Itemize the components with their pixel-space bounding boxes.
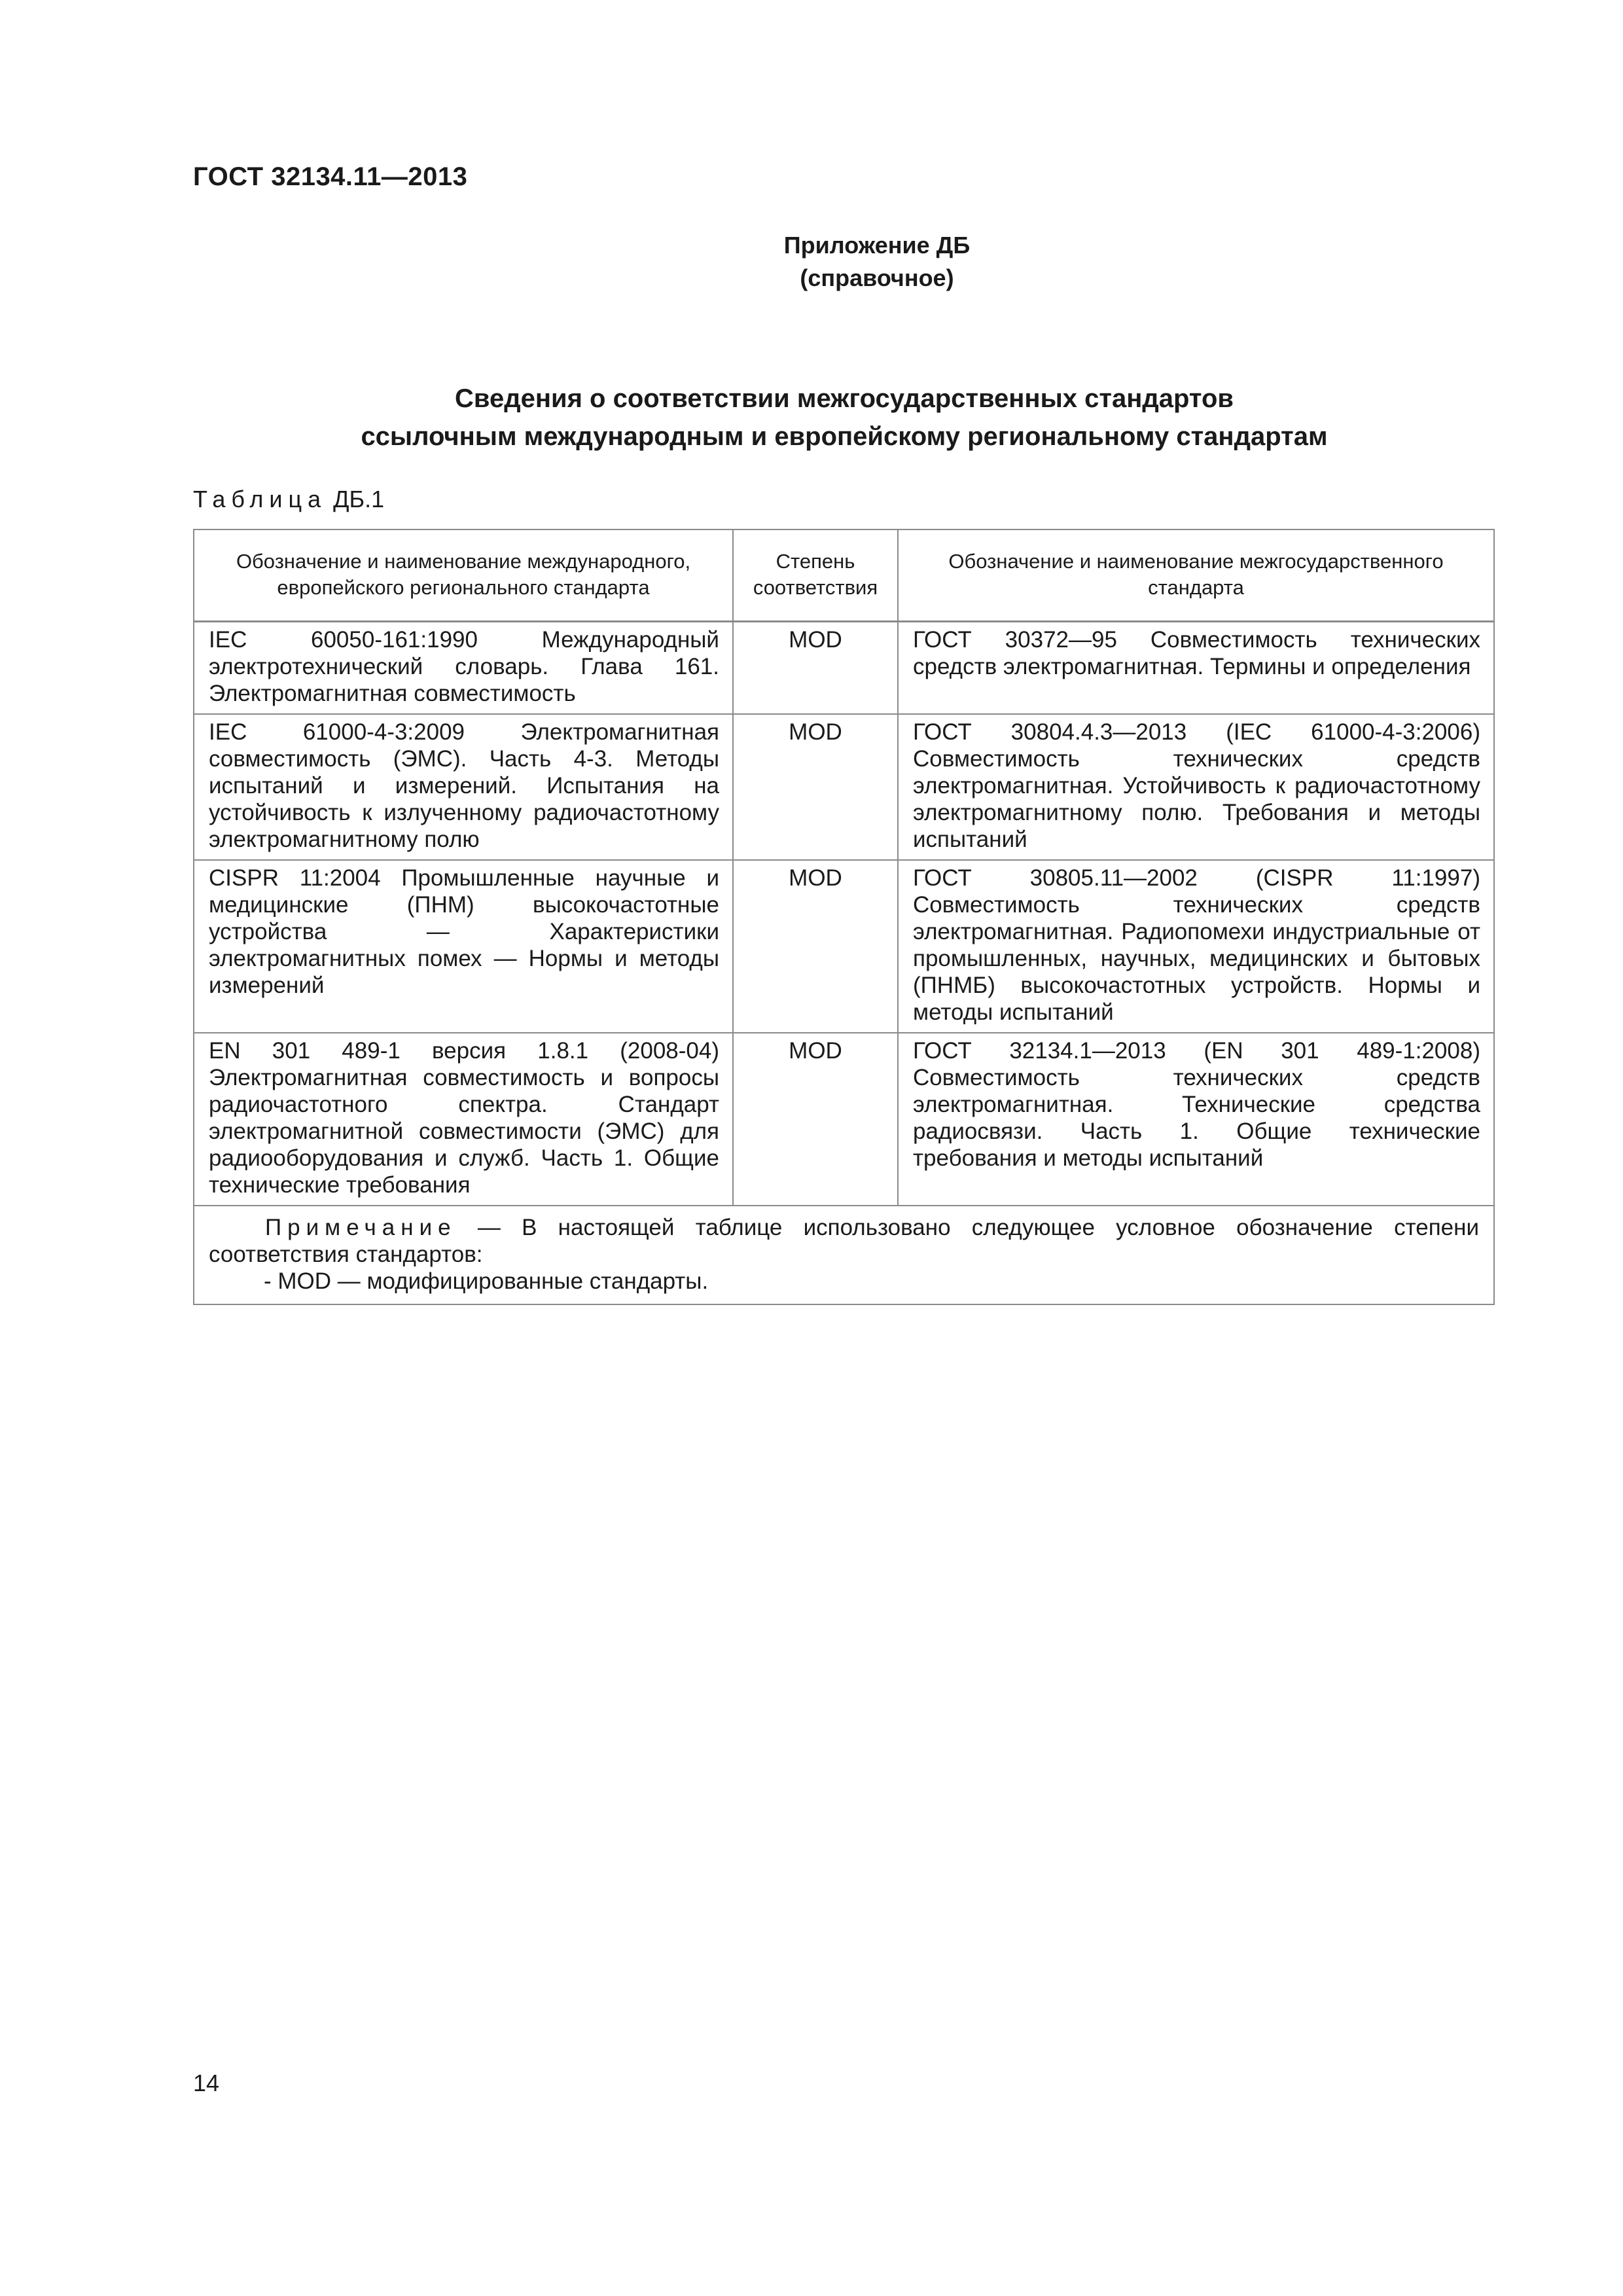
table-caption-word: Таблица xyxy=(193,486,327,512)
document-designation: ГОСТ 32134.11—2013 xyxy=(193,162,468,191)
page-number: 14 xyxy=(193,2070,220,2096)
table-caption xyxy=(193,486,384,513)
note-list-item: - MOD — модифицированные стандарты. xyxy=(264,1268,709,1294)
table-row xyxy=(194,1033,1494,1206)
table-header-row xyxy=(194,529,1494,622)
table-note xyxy=(194,1206,1494,1304)
degree-cell: MOD xyxy=(733,1033,898,1206)
note-text: — В настоящей таблице использовано следующее условное обозначение степени соответствия стандартов: xyxy=(209,1215,1479,1267)
interstate-standard-cell: ГОСТ 30372—95 Совместимость технических средств электромагнитная. Термины и определения xyxy=(898,622,1494,715)
note-label: Примечание xyxy=(265,1215,457,1240)
table-row xyxy=(194,714,1494,860)
interstate-standard-cell: ГОСТ 30804.4.3—2013 (IEC 61000-4-3:2006) Совместимость технических средств электромагнитная. Устойчивость к радиочастотному электромагнитному полю. Требования и методы испытаний xyxy=(898,714,1494,860)
column-header-international: Обозначение и наименование международного, европейского регионального стандарта xyxy=(194,529,733,622)
international-standard-cell: IEC 61000-4-3:2009 Электромагнитная совместимость (ЭМС). Часть 4-3. Методы испытаний и измерений. Испытания на устойчивость к излученному радиочастотному электромагнитному полю xyxy=(194,714,733,860)
table-caption-number: ДБ.1 xyxy=(333,486,385,512)
degree-cell: MOD xyxy=(733,622,898,715)
page-title xyxy=(196,380,1492,456)
international-standard-cell: CISPR 11:2004 Промышленные научные и медицинские (ПНМ) высокочастотные устройства — Характеристики электромагнитных помех — Нормы и методы измерений xyxy=(194,860,733,1033)
interstate-standard-cell: ГОСТ 30805.11—2002 (CISPR 11:1997) Совместимость технических средств электромагнитная. Радиопомехи индустриальные от промышленных, научных, медицинских и бытовых (ПНМБ) высокочастотных устройств. Нормы и методы испытаний xyxy=(898,860,1494,1033)
appendix-heading xyxy=(681,229,1073,295)
table-note-row xyxy=(194,1206,1494,1304)
table-row xyxy=(194,860,1494,1033)
standards-correspondence-table xyxy=(193,529,1495,1305)
note-body xyxy=(209,1214,1479,1268)
international-standard-cell: IEC 60050-161:1990 Международный электротехнический словарь. Глава 161. Электромагнитная совместимость xyxy=(194,622,733,715)
appendix-kind: (справочное) xyxy=(800,264,954,291)
appendix-label: Приложение ДБ xyxy=(783,232,971,259)
title-line-1: Сведения о соответствии межгосударственных стандартов xyxy=(455,384,1234,413)
degree-cell: MOD xyxy=(733,860,898,1033)
table-row xyxy=(194,622,1494,715)
international-standard-cell: EN 301 489-1 версия 1.8.1 (2008-04) Электромагнитная совместимость и вопросы радиочастотного спектра. Стандарт электромагнитной совместимости (ЭМС) для радиооборудования и служб. Часть 1. Общие технические требования xyxy=(194,1033,733,1206)
column-header-degree: Степень соответствия xyxy=(733,529,898,622)
interstate-standard-cell: ГОСТ 32134.1—2013 (EN 301 489-1:2008) Совместимость технических средств электромагнитная. Технические средства радиосвязи. Часть 1. Общие технические требования и методы испытаний xyxy=(898,1033,1494,1206)
column-header-interstate: Обозначение и наименование межгосударственного стандарта xyxy=(898,529,1494,622)
degree-cell: MOD xyxy=(733,714,898,860)
title-line-2: ссылочным международным и европейскому региональному стандартам xyxy=(361,422,1328,451)
